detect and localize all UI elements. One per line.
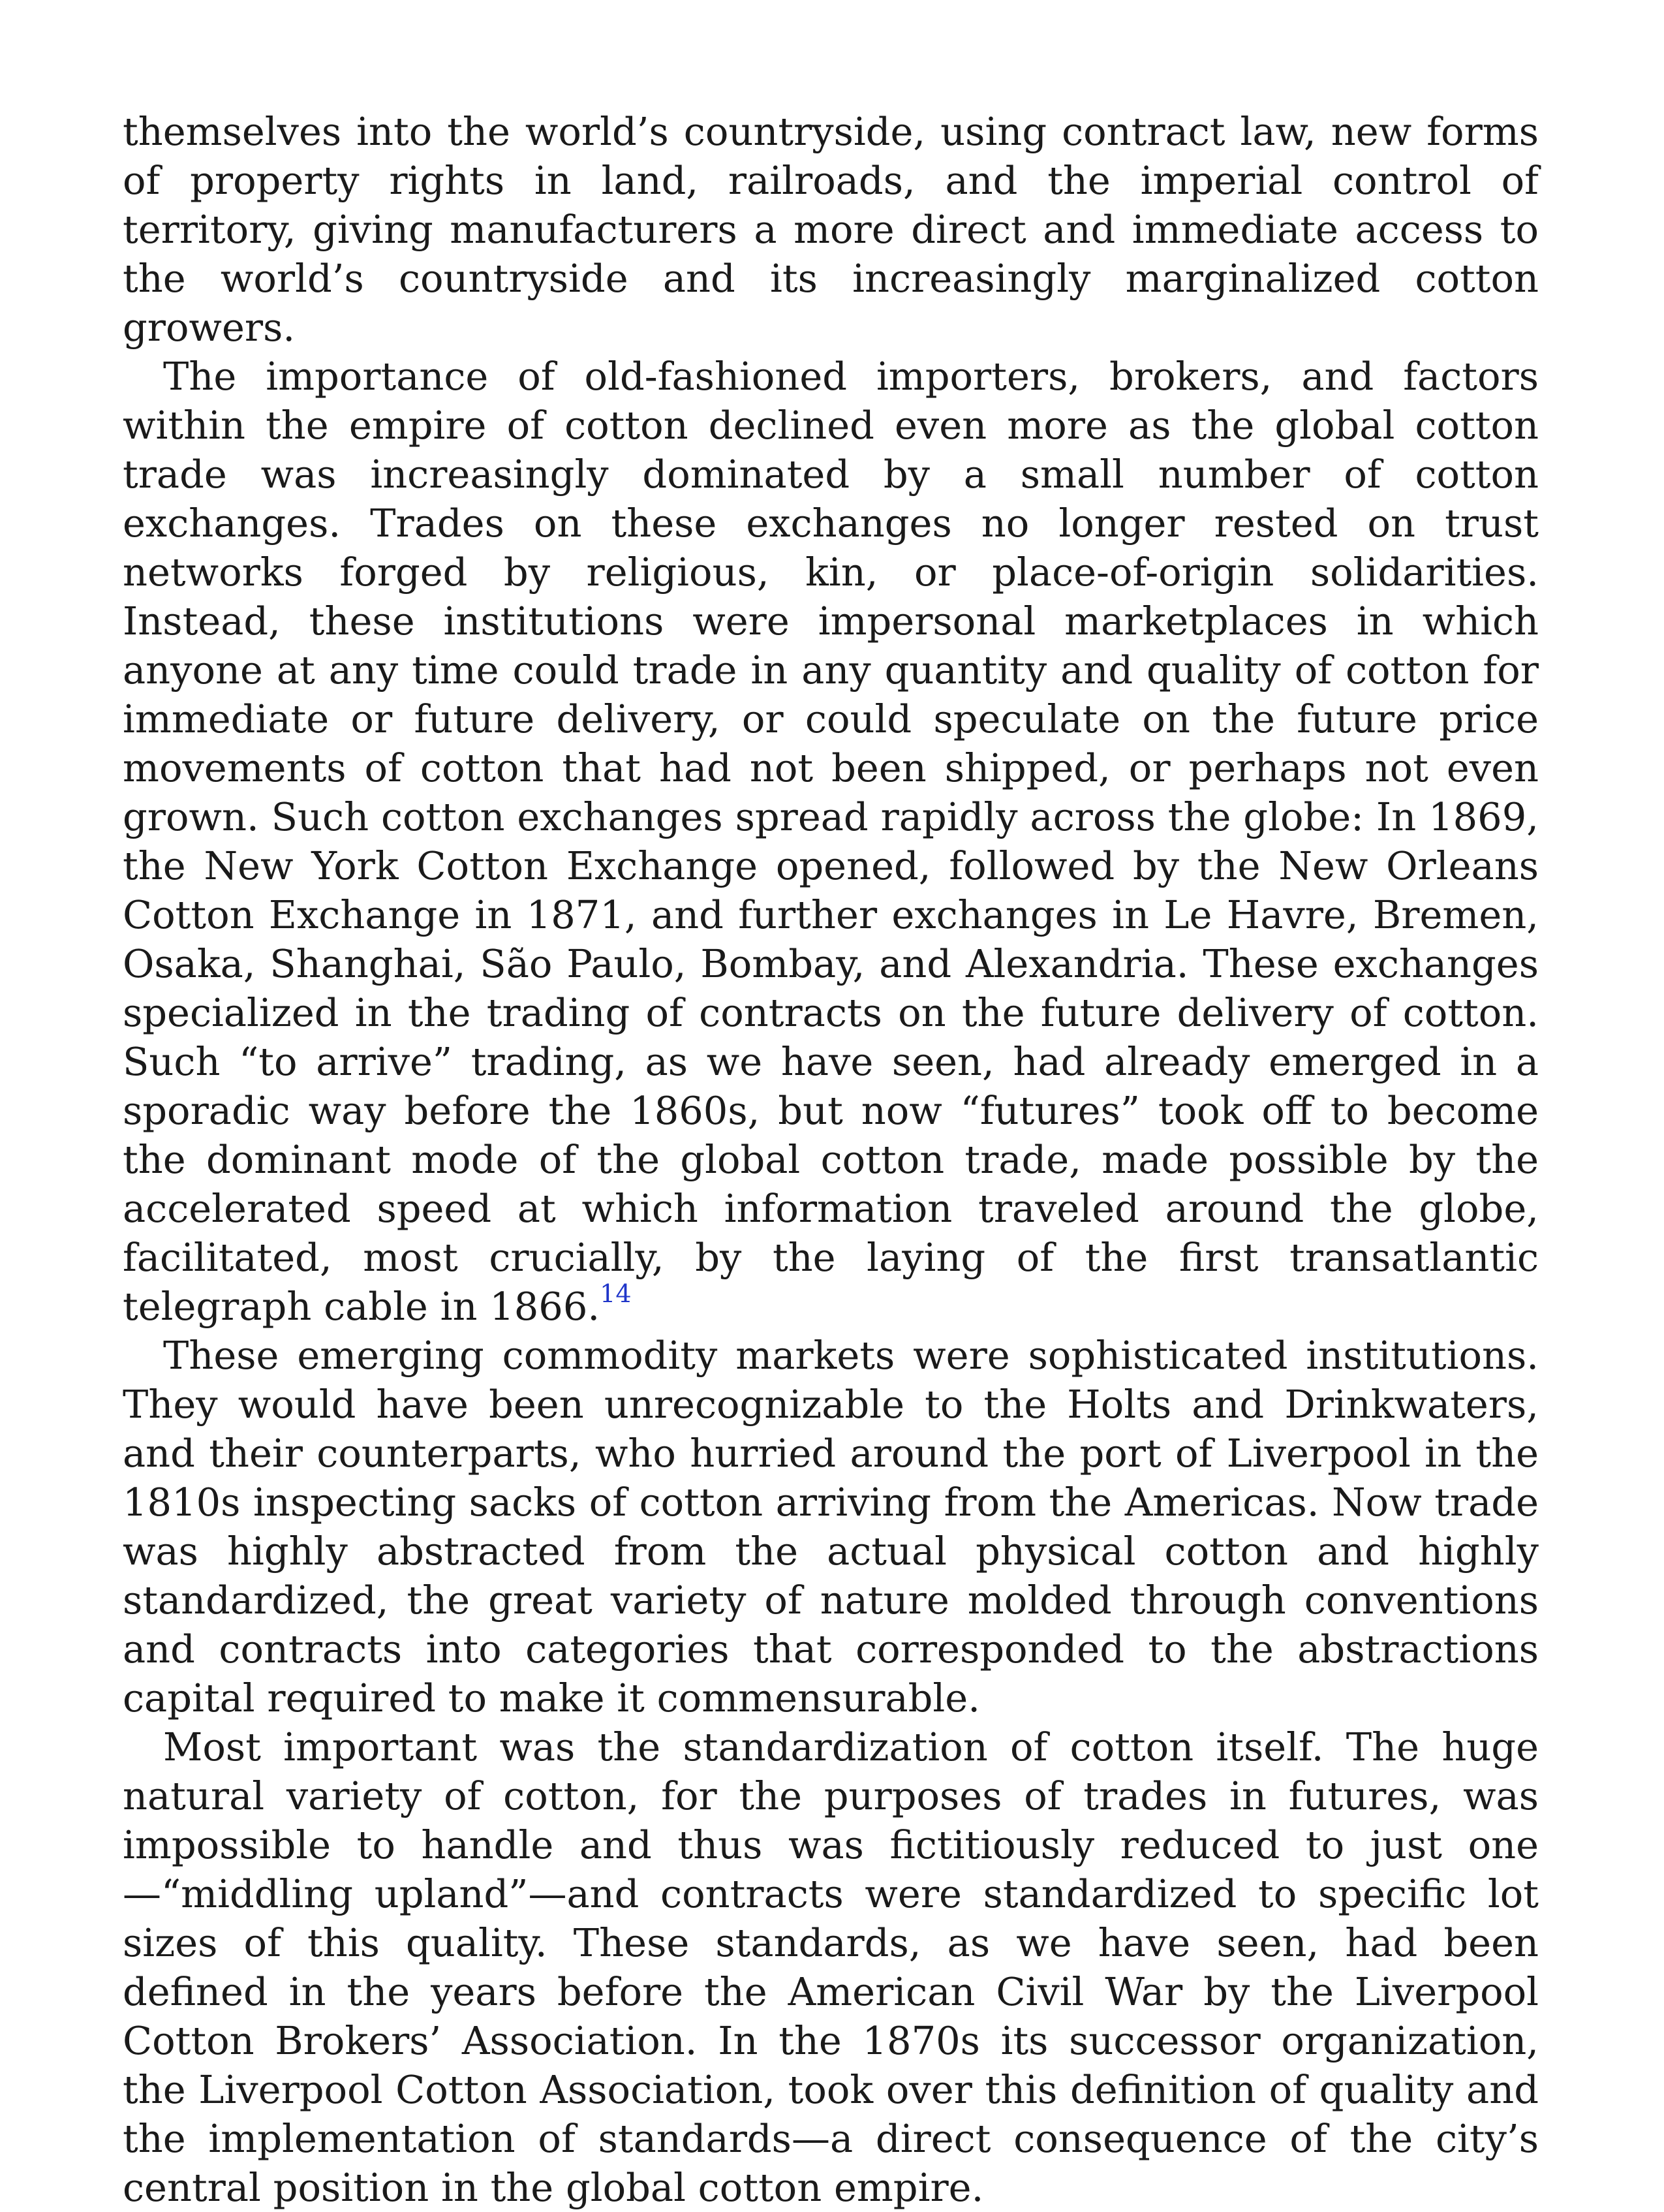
page-body: [123, 107, 1539, 2212]
paragraph-cotton-exchanges: [123, 352, 1539, 1331]
paragraph-continuation: [123, 107, 1539, 352]
paragraph-text: The importance of old-fashioned importers, brokers, and factors within the empire of cotton declined even more as the global cotton trade was increasingly dominated by a small number of cotton exchanges. Trades on these exchanges no longer rested on trust networks forged by religious, kin, or place-of-origin solidarities. Instead, these institutions were impersonal marketplaces in which anyone at any time could trade in any quantity and quality of cotton for immediate or future delivery, or could speculate on the future price movements of cotton that had not been shipped, or perhaps not even grown. Such cotton exchanges spread rapidly across the globe: In 1869, the New York Cotton Exchange opened, followed by the New Orleans Cotton Exchange in 1871, and further exchanges in Le Havre, Bremen, Osaka, Shanghai, São Paulo, Bombay, and Alexandria. These exchanges specialized in the trading of contracts on the future delivery of cotton. Such “to arrive” trading, as we have seen, had already emerged in a sporadic way before the 1860s, but now “futures” took off to become the dominant mode of the global cotton trade, made possible by the accelerated speed at which information traveled around the globe, facilitated, most crucially, by the laying of the first transatlantic telegraph cable in 1866.: [123, 354, 1539, 1329]
paragraph-text: Most important was the standardization of cotton itself. The huge natural variety of cotton, for the purposes of trades in futures, was impossible to handle and thus was fictitiously reduced to just one—“middling upland”—and contracts were standardized to specific lot sizes of this quality. These standards, as we have seen, had been defined in the years before the American Civil War by the Liverpool Cotton Brokers’ Association. In the 1870s its successor organization, the Liverpool Cotton Association, took over this definition of quality and the implementation of standards—a direct consequence of the city’s central position in the global cotton empire.: [123, 1724, 1539, 2210]
paragraph-text: These emerging commodity markets were sophisticated institutions. They would have been unrecognizable to the Holts and Drinkwaters, and their counterparts, who hurried around the port of Liverpool in the 1810s inspecting sacks of cotton arriving from the Americas. Now trade was highly abstracted from the actual physical cotton and highly standardized, the great variety of nature molded through conventions and contracts into categories that corresponded to the abstractions capital required to make it commensurable.: [123, 1333, 1539, 1721]
footnote-link[interactable]: 14: [600, 1279, 632, 1309]
paragraph-text: themselves into the world’s countryside, using contract law, new forms of property rights in land, railroads, and the imperial control of territory, giving manufacturers a more direct and immediate access to the world’s countryside and its increasingly marginalized cotton growers.: [123, 109, 1539, 350]
paragraph-standardization: [123, 1722, 1539, 2212]
paragraph-commodity-markets: [123, 1331, 1539, 1722]
